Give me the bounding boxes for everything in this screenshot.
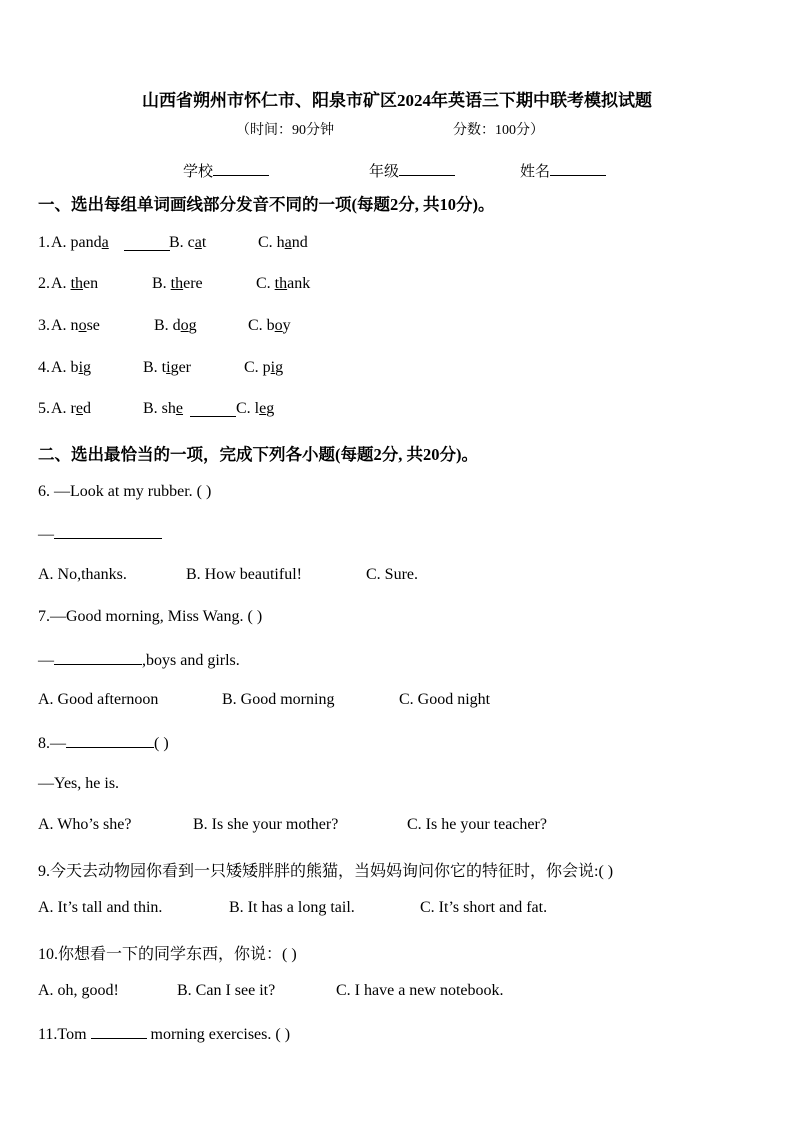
q9-stem: 9.今天去动物园你看到一只矮矮胖胖的熊猫，当妈妈询问你它的特征时，你会说:( ): [38, 863, 614, 880]
q2-option-b[interactable]: B. there: [152, 275, 203, 292]
q6-option-a[interactable]: A. No,thanks.: [38, 566, 127, 583]
q7-option-c[interactable]: C. Good night: [399, 691, 491, 708]
name-field[interactable]: [520, 160, 606, 181]
q4-number: 4.: [38, 359, 50, 376]
q3-option-b[interactable]: B. dog: [154, 317, 197, 334]
q10-option-c[interactable]: C. I have a new notebook.: [336, 982, 504, 999]
name-label: 姓名: [520, 164, 551, 180]
q1-option-a[interactable]: A. panda: [51, 234, 109, 251]
q4-option-a[interactable]: A. big: [51, 359, 92, 376]
grade-field[interactable]: [369, 160, 455, 181]
school-field[interactable]: [183, 160, 269, 181]
q7-option-b[interactable]: B. Good morning: [222, 691, 335, 708]
q11-stem: 11.Tom morning exercises. ( ): [38, 1026, 291, 1043]
q6-option-c[interactable]: C. Sure.: [366, 566, 418, 583]
q10-option-a[interactable]: A. oh, good!: [38, 982, 119, 999]
q1-option-b[interactable]: B. cat: [169, 234, 207, 251]
name-blank[interactable]: [550, 161, 606, 176]
q6-stem: 6. —Look at my rubber. ( ): [38, 483, 212, 500]
score-label: 分数：100分）: [453, 123, 544, 138]
q1-underline: [124, 250, 170, 251]
q9-option-c[interactable]: C. It’s short and fat.: [420, 899, 548, 916]
q8-option-b[interactable]: B. Is she your mother?: [193, 816, 339, 833]
q3-number: 3.: [38, 317, 50, 334]
q8-reply: —Yes, he is.: [38, 775, 120, 792]
q8-stem: 8.— ( ): [38, 735, 169, 752]
q10-stem: 10.你想看一下的同学东西，你说：( ): [38, 946, 297, 963]
q2-number: 2.: [38, 275, 50, 292]
q5-option-c[interactable]: C. leg: [236, 400, 275, 417]
q11-blank[interactable]: [91, 1024, 147, 1039]
q8-blank[interactable]: [66, 733, 154, 748]
q8-option-a[interactable]: A. Who’s she?: [38, 816, 132, 833]
section-2-heading: 二、选出最恰当的一项，完成下列各小题(每题2分, 共20分)。: [38, 445, 478, 464]
q1-option-c[interactable]: C. hand: [258, 234, 308, 251]
q3-option-a[interactable]: A. nose: [51, 317, 100, 334]
q2-option-c[interactable]: C. thank: [256, 275, 311, 292]
q7-option-a[interactable]: A. Good afternoon: [38, 691, 159, 708]
q5-option-a[interactable]: A. red: [51, 400, 91, 417]
q7-stem: 7.—Good morning, Miss Wang. ( ): [38, 608, 263, 625]
q1-number: 1.: [38, 234, 50, 251]
time-label: （时间：90分钟: [236, 123, 334, 138]
grade-blank[interactable]: [399, 161, 455, 176]
school-blank[interactable]: [213, 161, 269, 176]
school-label: 学校: [183, 164, 214, 180]
q8-option-c[interactable]: C. Is he your teacher?: [407, 816, 547, 833]
q6-blank[interactable]: [54, 524, 162, 539]
q5-number: 5.: [38, 400, 50, 417]
q5-underline: [190, 416, 236, 417]
grade-label: 年级: [369, 164, 400, 180]
q10-option-b[interactable]: B. Can I see it?: [177, 982, 276, 999]
q5-option-b[interactable]: B. she: [143, 400, 184, 417]
q6-option-b[interactable]: B. How beautiful!: [186, 566, 302, 583]
q7-reply: — ,boys and girls.: [38, 652, 240, 669]
section-1-heading: 一、选出每组单词画线部分发音不同的一项(每题2分, 共10分)。: [38, 195, 495, 214]
page-title: 山西省朔州市怀仁市、阳泉市矿区2024年英语三下期中联考模拟试题: [142, 91, 652, 110]
q4-option-b[interactable]: B. tiger: [143, 359, 192, 376]
q9-option-a[interactable]: A. It’s tall and thin.: [38, 899, 163, 916]
q3-option-c[interactable]: C. boy: [248, 317, 291, 334]
q7-blank[interactable]: [54, 650, 142, 665]
q2-option-a[interactable]: A. then: [51, 275, 99, 292]
q6-reply: —: [38, 524, 162, 544]
q4-option-c[interactable]: C. pig: [244, 359, 284, 376]
q9-option-b[interactable]: B. It has a long tail.: [229, 899, 355, 916]
